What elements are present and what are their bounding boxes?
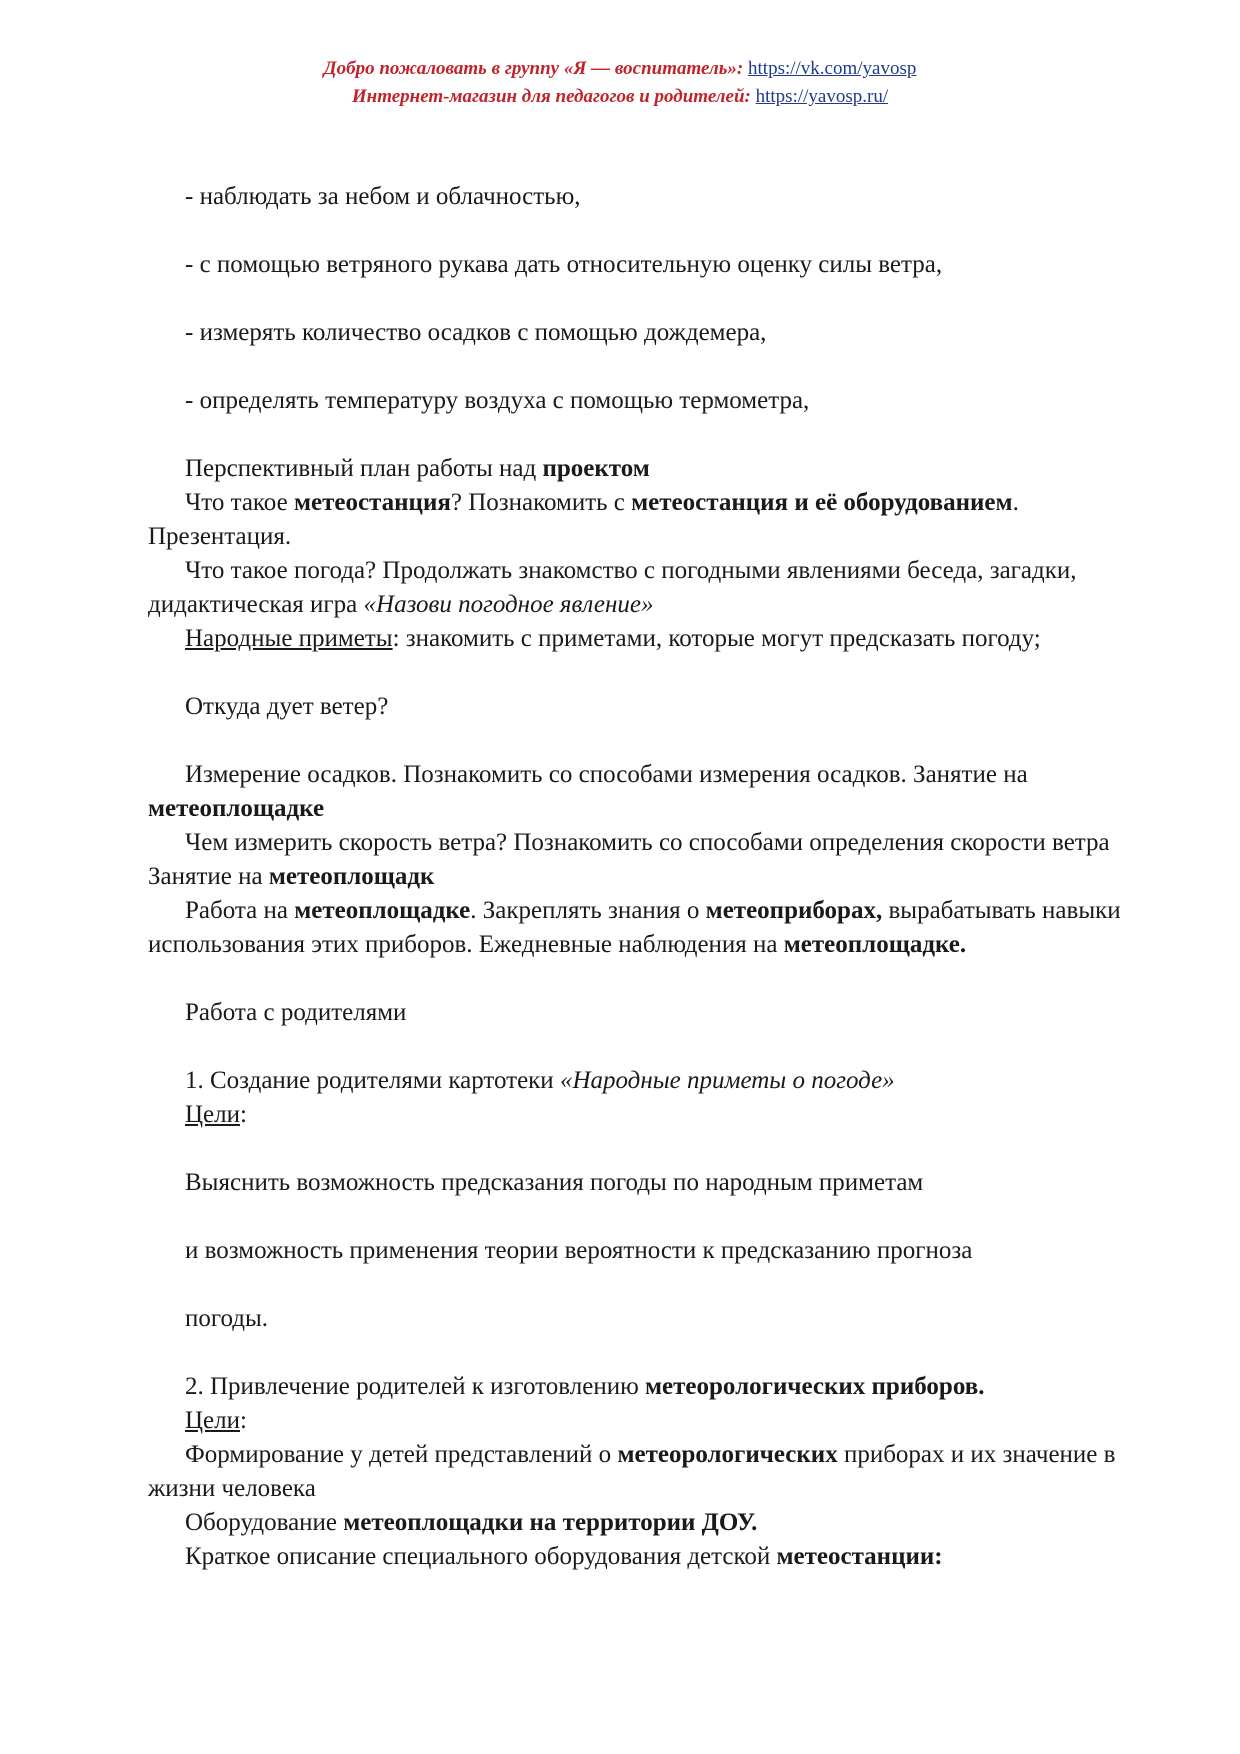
page-header [0,55,1240,111]
goal-line: Выяснить возможность предсказания погоды по народным приметам [185,1169,924,1196]
plan-title: Перспективный план работы над проектом [185,455,650,482]
goal-line: и возможность применения теории вероятности к предсказанию прогноза [185,1237,973,1264]
header-line-2 [0,83,1240,111]
plan-paragraph: Работа на метеоплощадке. Закреплять знания о метеоприборах, вырабатывать навыки использования этих приборов. Ежедневные наблюдения на метеоплощадке. [148,897,1121,958]
header-greeting: Добро пожаловать в группу «Я — воспитатель»: [323,58,744,79]
header-shop: Интернет-магазин для педагогов и родителей: [351,86,751,107]
header-line-1 [0,55,1240,83]
parents-item: 2. Привлечение родителей к изготовлению метеорологических приборов. [185,1373,985,1400]
goal-paragraph: Формирование у детей представлений о метеорологических приборах и их значение в жизни человека [148,1441,1116,1502]
plan-paragraph: Измерение осадков. Познакомить со способами измерения осадков. Занятие на метеоплощадке [148,761,1028,822]
vk-group-link[interactable]: https://vk.com/yavosp [748,58,917,79]
bullet-item: - наблюдать за небом и облачностью, [185,183,581,210]
bullet-item: - измерять количество осадков с помощью дождемера, [185,319,767,346]
parents-title: Работа с родителями [185,999,407,1026]
parents-item: 1. Создание родителями картотеки «Народные приметы о погоде» [185,1067,895,1094]
goal-line: погоды. [185,1305,269,1332]
description-paragraph: Краткое описание специального оборудования детской метеостанции: [185,1543,943,1570]
plan-paragraph: Что такое погода? Продолжать знакомство с погодными явлениями беседа, загадки, дидактическая игра «Назови погодное явление» [148,557,1077,618]
bullet-item: - определять температуру воздуха с помощью термометра, [185,387,810,414]
goals-label: Цели: [185,1101,247,1128]
plan-paragraph: Чем измерить скорость ветра? Познакомить со способами определения скорости ветра Занятие на метеоплощадк [148,829,1110,890]
bullet-item: - с помощью ветряного рукава дать относительную оценку силы ветра, [185,251,943,278]
shop-link[interactable]: https://yavosp.ru/ [755,86,889,107]
equipment-paragraph: Оборудование метеоплощадки на территории ДОУ. [185,1509,758,1536]
document-body [148,180,1138,1574]
plan-paragraph: Народные приметы: знакомить с приметами, которые могут предсказать погоду; [185,625,1041,652]
plan-paragraph: Откуда дует ветер? [185,693,389,720]
goals-label: Цели: [185,1407,247,1434]
plan-paragraph: Что такое метеостанция? Познакомить с метеостанция и её оборудованием. Презентация. [148,489,1019,550]
